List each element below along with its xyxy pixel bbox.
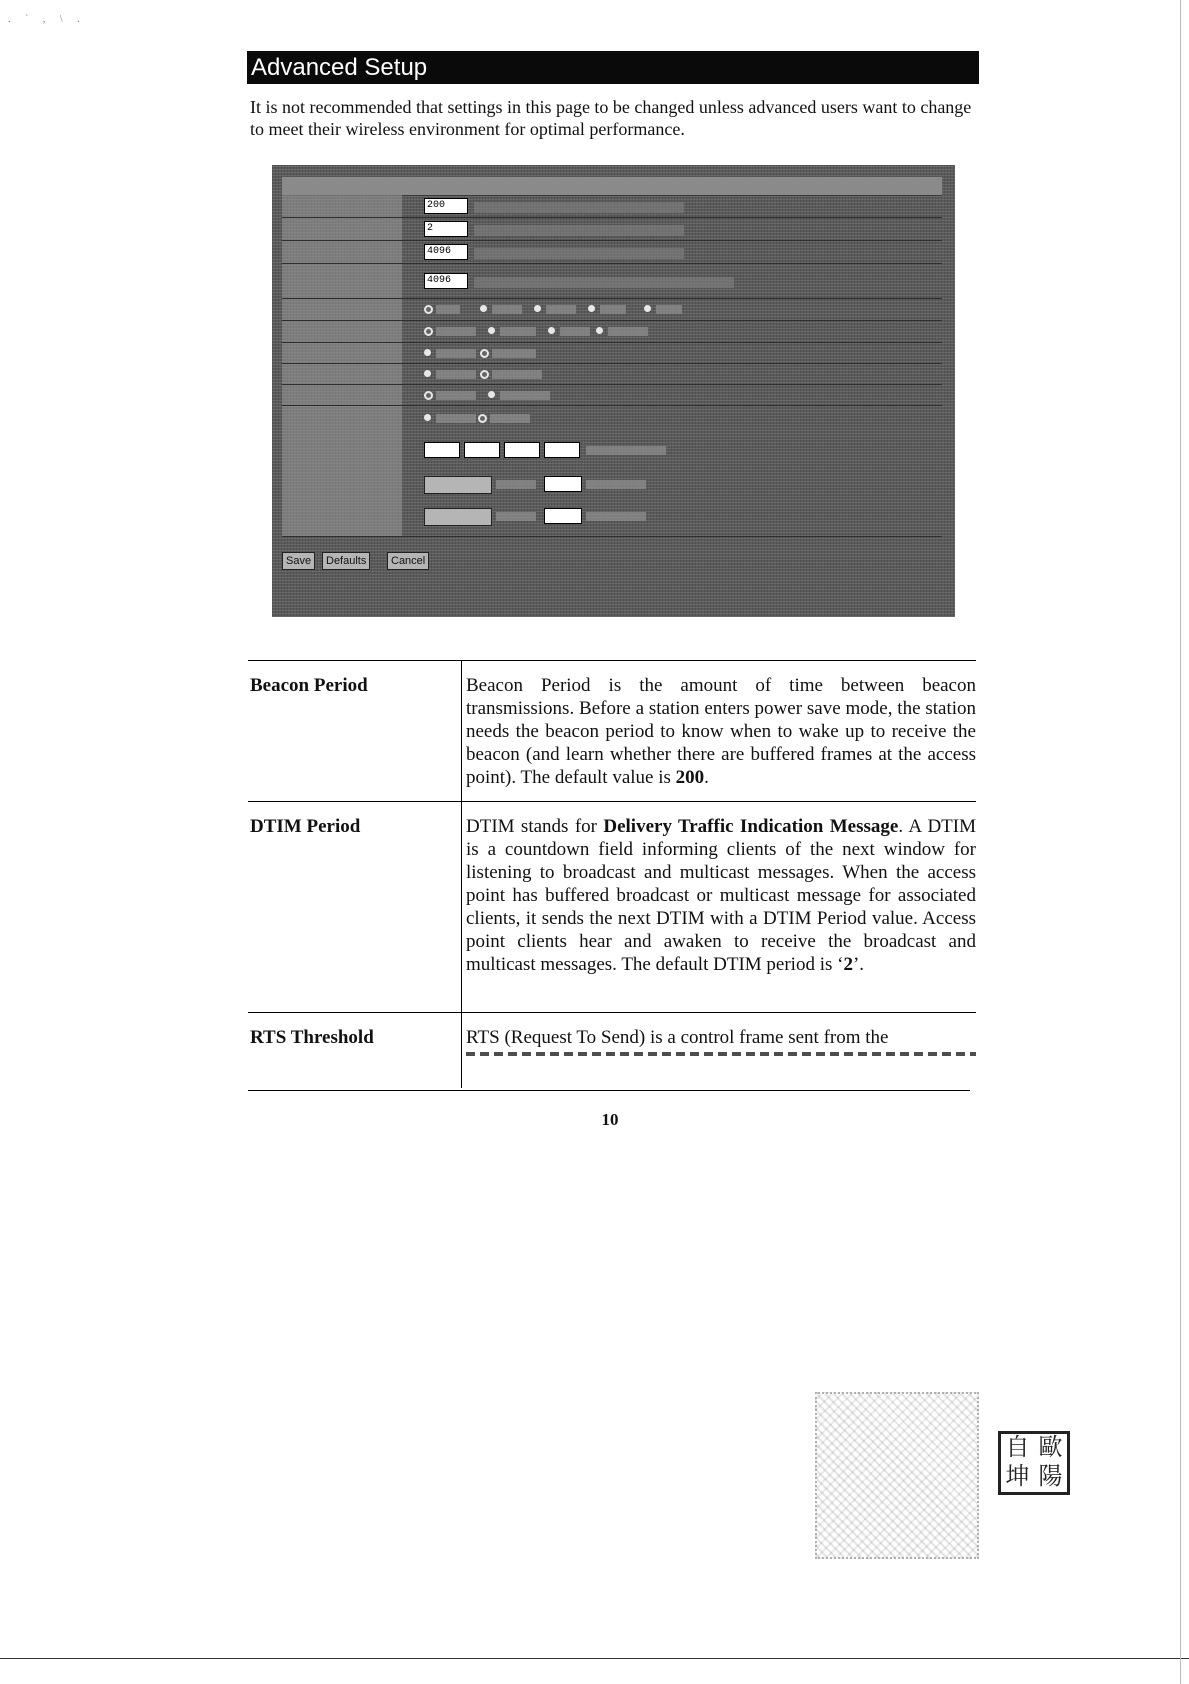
screenshot-row-label	[282, 299, 402, 320]
screenshot-row-rts	[282, 241, 942, 264]
screenshot-row-label	[282, 364, 402, 384]
radio-label	[492, 370, 542, 379]
page-right-edge	[1180, 0, 1181, 1684]
advanced-setup-screenshot	[272, 165, 955, 617]
screenshot-small-button[interactable]	[424, 476, 492, 494]
description-text: .	[704, 767, 709, 788]
radio-label	[500, 327, 536, 336]
screenshot-row-fragmentation	[282, 264, 942, 299]
radio-label	[546, 305, 576, 314]
radio-button[interactable]	[534, 305, 541, 312]
radio-button[interactable]	[424, 391, 433, 400]
screenshot-row-hint	[474, 202, 684, 213]
radio-label	[490, 414, 530, 423]
description-text: . A DTIM is a countdown field informing clients of the next window for listening to broadcast and multicast messages. When the access point has buffered broadcast or multicast message for associated clients, it sends the next DTIM with a DTIM Period value. Access point clients hear and awaken to receive the broadcast and multicast messages. The default DTIM period is ‘	[466, 816, 977, 975]
page-bottom-edge	[0, 1658, 1189, 1659]
truncated-text-line	[466, 1052, 976, 1056]
radio-button[interactable]	[588, 305, 595, 312]
seal-character: 坤	[1005, 1464, 1030, 1490]
radio-button[interactable]	[644, 305, 651, 312]
definition-row-dtim-period	[248, 802, 976, 1013]
screenshot-row-label	[282, 343, 402, 363]
screenshot-row-beacon	[282, 195, 942, 218]
radio-label	[560, 327, 590, 336]
radio-label	[608, 327, 648, 336]
name-seal-stamp	[998, 1431, 1070, 1495]
seal-character: 自	[1005, 1435, 1030, 1461]
definition-term: Beacon Period	[250, 675, 368, 696]
page-number: 10	[601, 1110, 619, 1129]
description-emphasis: Delivery Traffic Indication Message	[603, 816, 899, 837]
description-default-value: 200	[675, 767, 705, 788]
seal-character: 陽	[1038, 1464, 1063, 1490]
description-text: Beacon Period is the amount of time between beacon transmissions. Before a station enters power save mode, the station needs the beacon period to know when to wake up to receive the beacon (and learn whether there are buffered frames at the access point). The default value is	[466, 675, 976, 788]
description-text: RTS (Request To Send) is a control frame sent from the	[466, 1027, 889, 1048]
ip-octet-input[interactable]	[424, 442, 460, 458]
radio-label	[492, 349, 536, 358]
description-text: DTIM stands for	[466, 816, 604, 837]
radio-label	[436, 370, 476, 379]
screenshot-row-radio-1	[282, 299, 942, 321]
screenshot-row-hint	[474, 225, 684, 236]
definition-row-rts-threshold	[248, 1013, 976, 1088]
screenshot-row-label	[282, 321, 402, 342]
beacon-period-input[interactable]: 200	[424, 198, 468, 214]
screenshot-row-dtim	[282, 218, 942, 241]
ip-octet-input[interactable]	[544, 442, 580, 458]
ip-octet-input[interactable]	[464, 442, 500, 458]
seal-character: 歐	[1038, 1435, 1063, 1461]
radio-label	[500, 391, 550, 400]
description-text: ’.	[852, 954, 865, 975]
description-default-value: 2	[843, 954, 853, 975]
radio-button[interactable]	[424, 414, 431, 421]
screenshot-row-label	[282, 385, 402, 405]
definition-term: RTS Threshold	[250, 1027, 374, 1048]
radio-button[interactable]	[480, 349, 489, 358]
screenshot-row-hint	[474, 277, 734, 288]
radio-button[interactable]	[424, 327, 433, 336]
radio-label	[436, 391, 476, 400]
radio-button[interactable]	[478, 414, 487, 423]
field-caption	[496, 480, 536, 489]
definition-row-beacon-period	[248, 661, 976, 802]
radio-label	[436, 414, 476, 423]
definition-description	[461, 802, 976, 1012]
screenshot-row-label	[282, 241, 402, 263]
screenshot-small-button[interactable]	[424, 508, 492, 526]
screenshot-row-label	[282, 406, 402, 536]
field-caption	[586, 512, 646, 521]
intro-paragraph: It is not recommended that settings in this page to be changed unless advanced users want to change to meet their wireless environment for optimal performance.	[250, 97, 972, 139]
port-start-input[interactable]	[544, 476, 582, 492]
screenshot-row-allowed-clients	[282, 406, 942, 537]
fragmentation-threshold-input[interactable]: 4096	[424, 273, 468, 289]
radio-button[interactable]	[548, 327, 555, 334]
radio-label	[600, 305, 626, 314]
section-title: Advanced Setup	[247, 51, 979, 84]
radio-button[interactable]	[424, 370, 431, 377]
screenshot-row-radio-4	[282, 364, 942, 385]
definition-description	[461, 661, 976, 801]
screenshot-row-label	[282, 195, 402, 217]
radio-button[interactable]	[424, 305, 433, 314]
field-caption	[496, 512, 536, 521]
footer-rule	[248, 1090, 970, 1091]
defaults-button[interactable]: Defaults	[322, 552, 370, 570]
radio-label	[436, 327, 476, 336]
save-button[interactable]: Save	[282, 552, 315, 570]
ip-octet-input[interactable]	[504, 442, 540, 458]
screenshot-row-radio-5	[282, 385, 942, 406]
radio-button[interactable]	[480, 370, 489, 379]
screenshot-row-radio-3	[282, 343, 942, 364]
radio-button[interactable]	[480, 305, 487, 312]
definitions-table	[248, 660, 976, 1088]
screenshot-row-label	[282, 264, 402, 298]
scan-marks: . ` , \ .	[8, 14, 86, 25]
rts-threshold-input[interactable]: 4096	[424, 244, 468, 260]
radio-label	[492, 305, 522, 314]
cancel-button[interactable]: Cancel	[387, 552, 429, 570]
radio-label	[436, 349, 476, 358]
radio-button[interactable]	[488, 327, 495, 334]
radio-button[interactable]	[488, 391, 495, 398]
field-caption	[586, 480, 646, 489]
screenshot-row-hint	[474, 248, 684, 259]
screenshot-header	[282, 177, 942, 196]
screenshot-row-label	[282, 218, 402, 240]
radio-label	[436, 305, 460, 314]
dtim-period-input[interactable]: 2	[424, 221, 468, 237]
field-caption	[586, 446, 666, 455]
definition-description	[461, 1013, 976, 1088]
port-end-input[interactable]	[544, 508, 582, 524]
screenshot-row-radio-2	[282, 321, 942, 343]
definition-term: DTIM Period	[250, 816, 361, 837]
radio-button[interactable]	[424, 349, 431, 356]
radio-button[interactable]	[596, 327, 603, 334]
radio-label	[656, 305, 682, 314]
faint-seal-stamp	[815, 1392, 979, 1559]
